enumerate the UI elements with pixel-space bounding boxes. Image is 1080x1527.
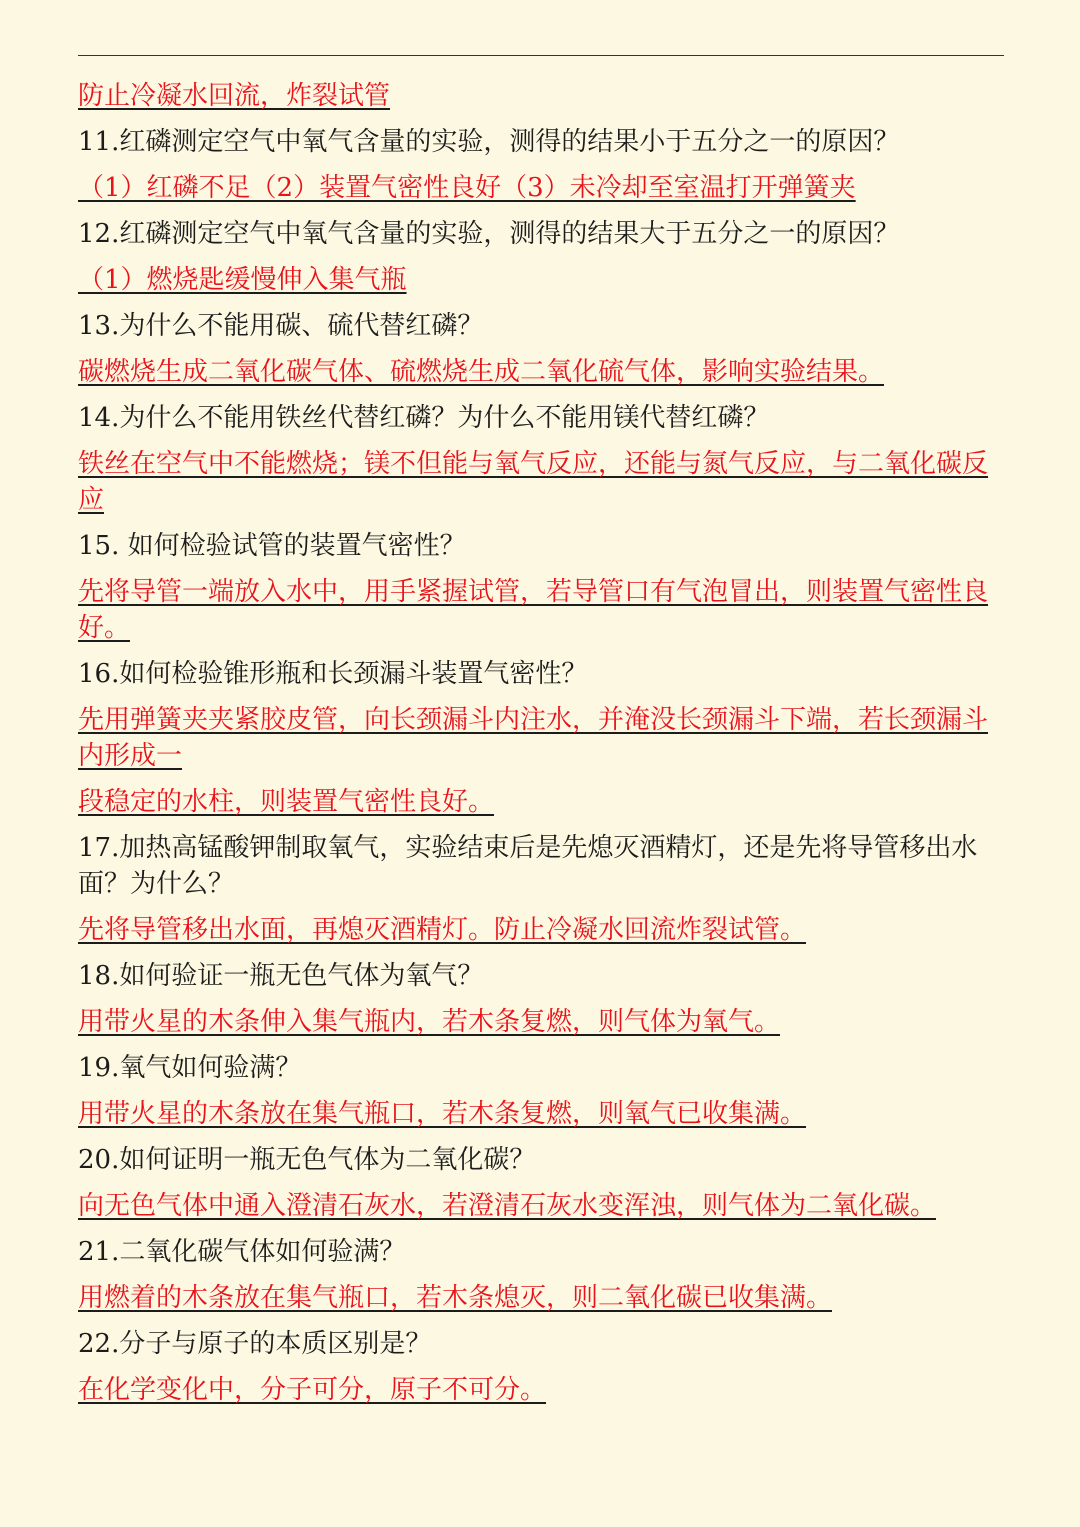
question-11: 11.红磷测定空气中氧气含量的实验，测得的结果小于五分之一的原因？ bbox=[78, 127, 900, 157]
answer-22: 在化学变化中，分子可分，原子不可分。 bbox=[78, 1375, 547, 1405]
qa-list bbox=[78, 78, 1004, 1408]
question-19: 19.氧气如何验满？ bbox=[78, 1053, 302, 1083]
question-15: 15. 如何检验试管的装置气密性？ bbox=[78, 531, 466, 561]
answer-12: （1）燃烧匙缓慢伸入集气瓶 bbox=[78, 265, 407, 295]
answer-20: 向无色气体中通入澄清石灰水，若澄清石灰水变浑浊，则气体为二氧化碳。 bbox=[78, 1191, 937, 1221]
question-14: 14.为什么不能用铁丝代替红磷？为什么不能用镁代替红磷？ bbox=[78, 403, 770, 433]
answer-13: 碳燃烧生成二氧化碳气体、硫燃烧生成二氧化硫气体，影响实验结果。 bbox=[78, 357, 885, 387]
question-17: 17.加热高锰酸钾制取氧气，实验结束后是先熄灭酒精灯，还是先将导管移出水面？为什么？ bbox=[78, 833, 978, 899]
top-divider bbox=[78, 55, 1004, 56]
question-21: 21.二氧化碳气体如何验满？ bbox=[78, 1237, 406, 1267]
question-20: 20.如何证明一瓶无色气体为二氧化碳？ bbox=[78, 1145, 536, 1175]
answer-16-part-2: 段稳定的水柱，则装置气密性良好。 bbox=[78, 787, 495, 817]
answer-19: 用带火星的木条放在集气瓶口，若木条复燃，则氧气已收集满。 bbox=[78, 1099, 807, 1129]
answer-18: 用带火星的木条伸入集气瓶内，若木条复燃，则气体为氧气。 bbox=[78, 1007, 781, 1037]
answer-21: 用燃着的木条放在集气瓶口，若木条熄灭，则二氧化碳已收集满。 bbox=[78, 1283, 833, 1313]
answer-15: 先将导管一端放入水中，用手紧握试管，若导管口有气泡冒出，则装置气密性良好。 bbox=[78, 577, 989, 643]
answer-14: 铁丝在空气中不能燃烧；镁不但能与氧气反应，还能与氮气反应，与二氧化碳反应 bbox=[78, 449, 989, 515]
question-13: 13.为什么不能用碳、硫代替红磷？ bbox=[78, 311, 484, 341]
answer-10: 防止冷凝水回流，炸裂试管 bbox=[78, 81, 391, 111]
answer-16-part-1: 先用弹簧夹夹紧胶皮管，向长颈漏斗内注水，并淹没长颈漏斗下端，若长颈漏斗内形成一 bbox=[78, 705, 989, 771]
answer-17: 先将导管移出水面，再熄灭酒精灯。防止冷凝水回流炸裂试管。 bbox=[78, 915, 807, 945]
question-18: 18.如何验证一瓶无色气体为氧气？ bbox=[78, 961, 484, 991]
answer-11: （1）红磷不足（2）装置气密性良好（3）未冷却至室温打开弹簧夹 bbox=[78, 173, 856, 203]
question-16: 16.如何检验锥形瓶和长颈漏斗装置气密性？ bbox=[78, 659, 588, 689]
question-22: 22.分子与原子的本质区别是？ bbox=[78, 1329, 432, 1359]
question-12: 12.红磷测定空气中氧气含量的实验，测得的结果大于五分之一的原因？ bbox=[78, 219, 900, 249]
